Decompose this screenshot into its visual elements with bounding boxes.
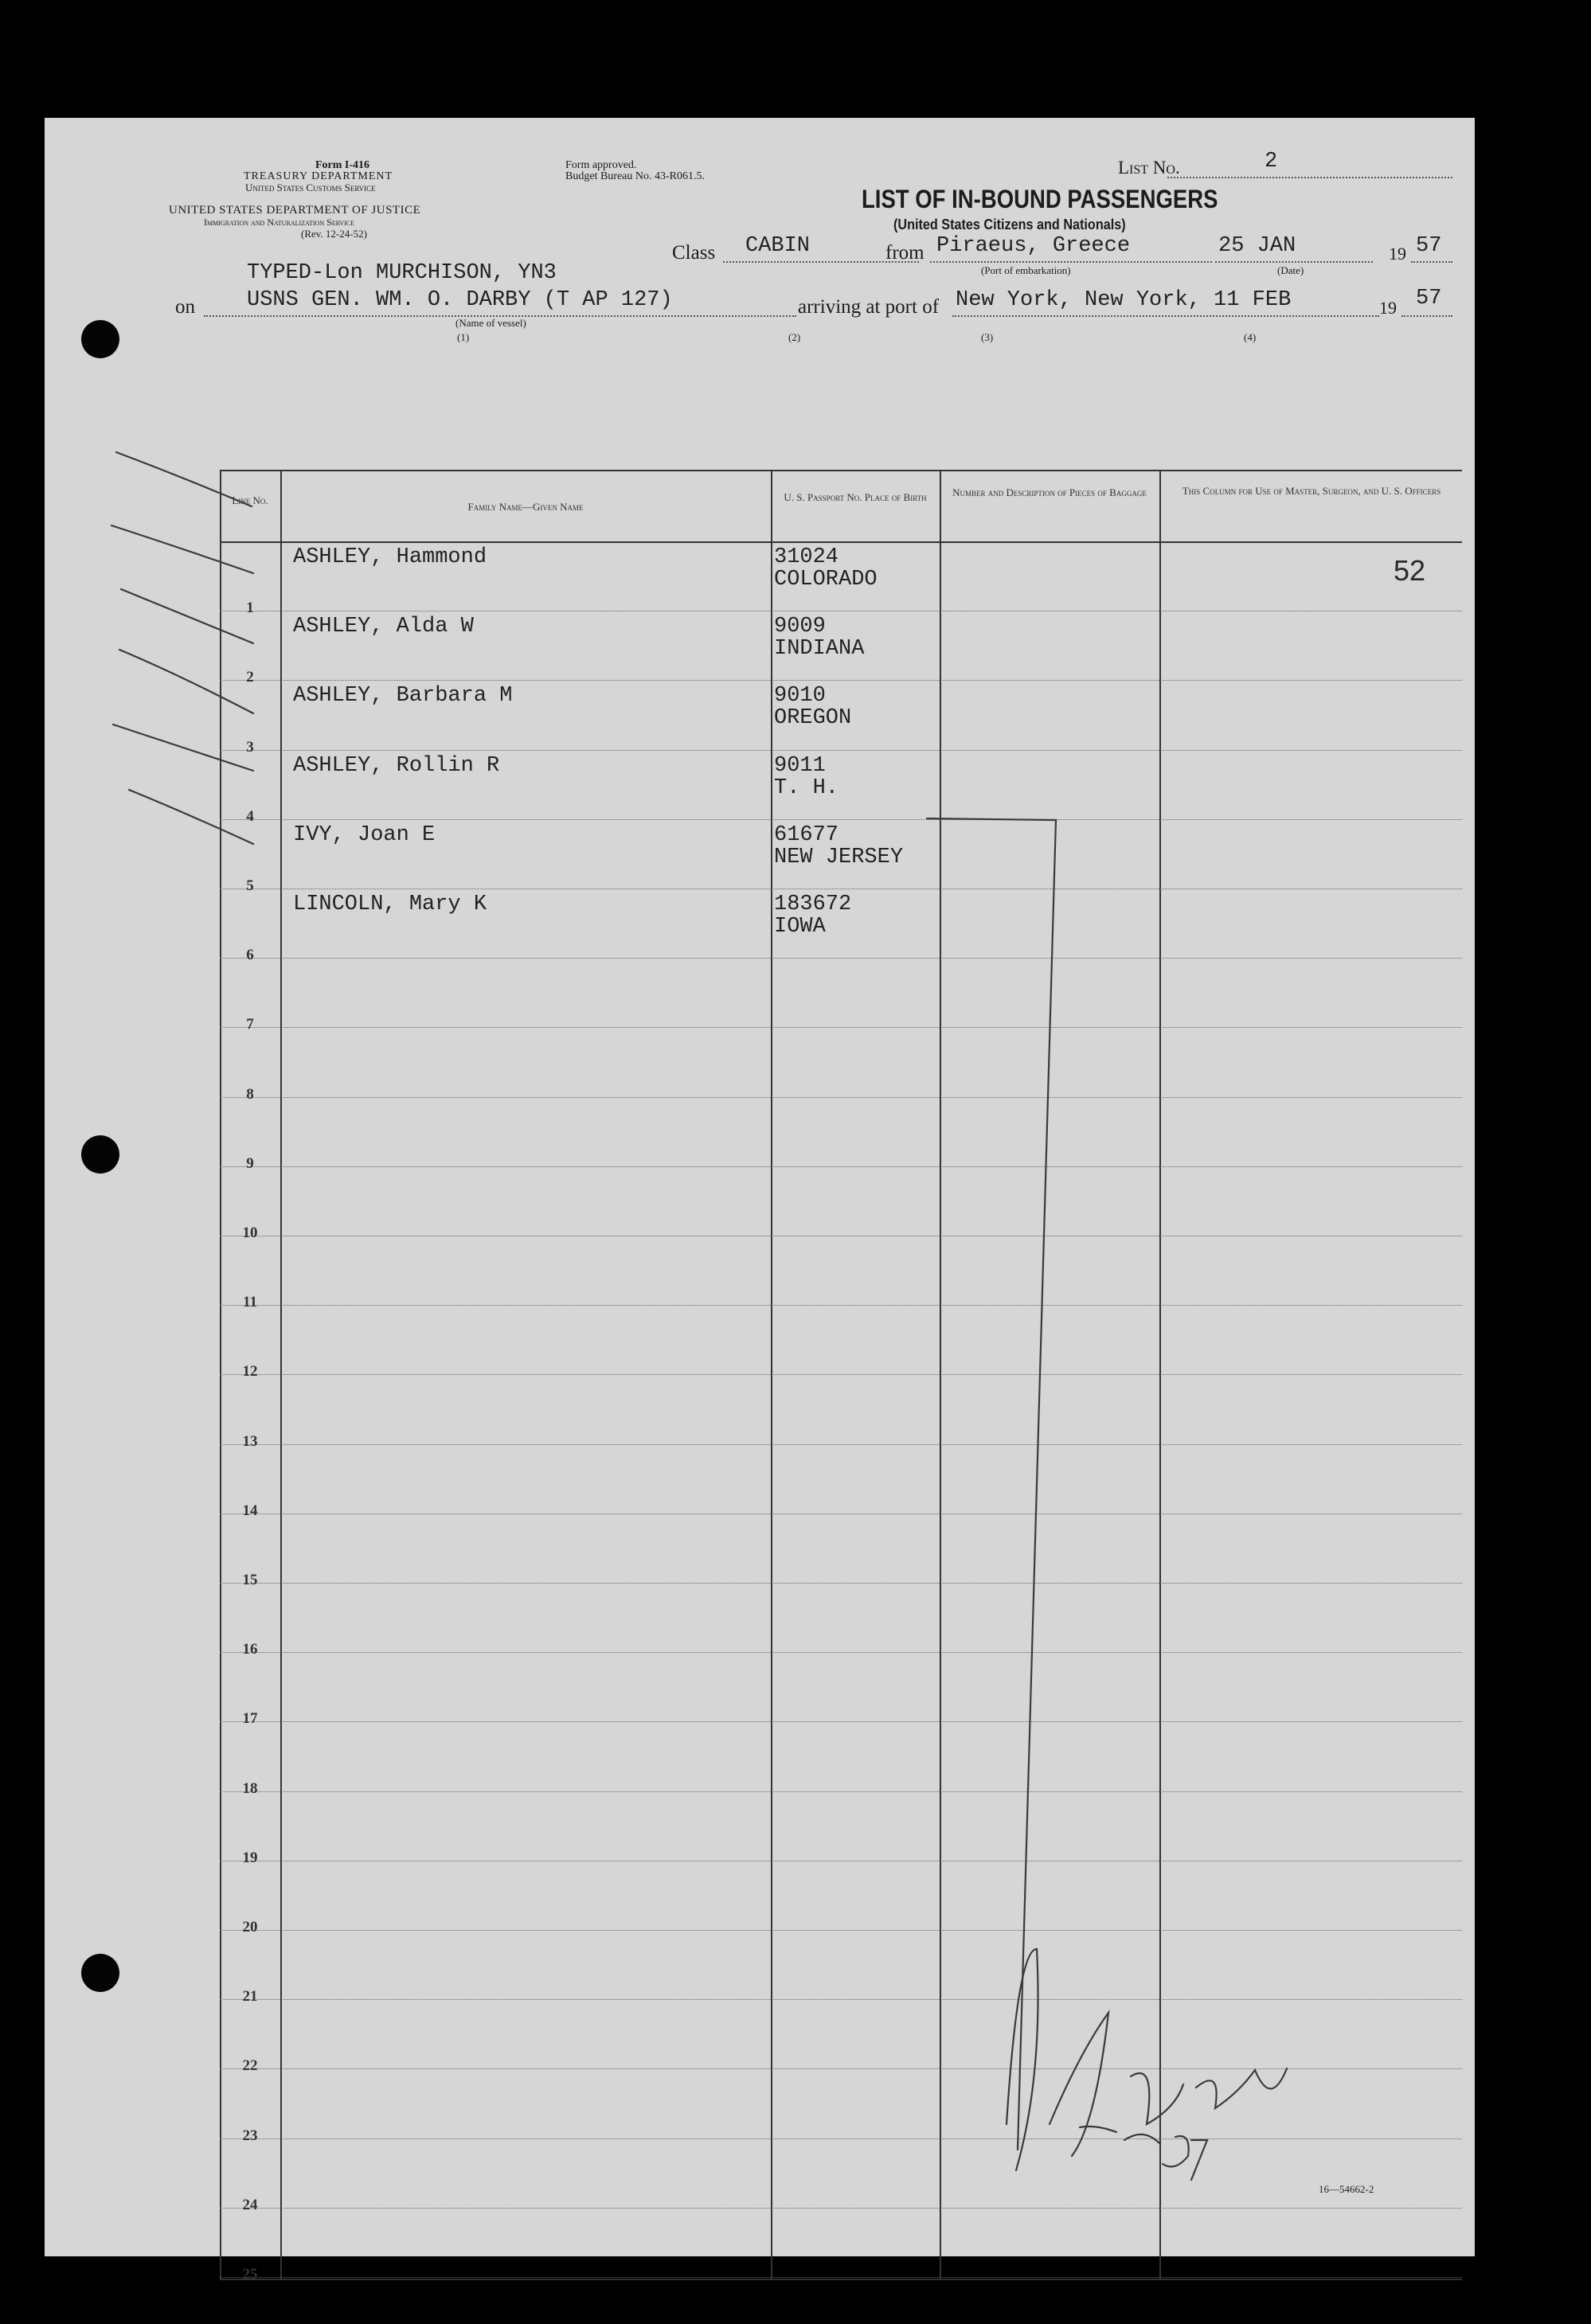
customs-service: United States Customs Service (245, 182, 376, 193)
line-number: 18 (242, 1779, 258, 1797)
arrival-year-prefix: 19 (1379, 298, 1397, 318)
passenger-name: ASHLEY, Barbara M (293, 684, 513, 709)
header-officers: This Column for Use of Master, Surgeon, and U. S. Officers (1182, 485, 1441, 497)
date-caption: (Date) (1277, 264, 1304, 276)
line-number: 8 (246, 1085, 254, 1103)
header-baggage: Number and Description of Pieces of Baggage (952, 486, 1147, 498)
arriving-label: arriving at port of (798, 296, 940, 318)
line-number: 21 (242, 1988, 258, 2006)
line-number: 15 (242, 1572, 258, 1588)
ins-service: Immigration and Naturalization Service (204, 217, 355, 228)
embark-caption: (Port of embarkation) (981, 264, 1071, 276)
passport-number: 61677 (774, 822, 839, 847)
line-number: 11 (243, 1294, 257, 1311)
line-number: 24 (242, 2196, 258, 2213)
class-label: Class (672, 242, 716, 264)
line-number: 3 (246, 738, 254, 756)
form-title: LIST OF IN-BOUND PASSENGERS (862, 185, 1218, 213)
typed-by: TYPED-Lon MURCHISON, YN3 (247, 261, 557, 285)
officer-note: 52 (1394, 554, 1426, 587)
form-subtitle: (United States Citizens and Nationals) (893, 217, 1126, 232)
class-value: CABIN (745, 234, 811, 258)
place-of-birth: OREGON (774, 706, 852, 731)
line-number: 17 (242, 1710, 258, 1728)
header-name: Family Name—Given Name (467, 501, 584, 513)
line-number: 12 (242, 1363, 258, 1381)
revision-date: (Rev. 12-24-52) (301, 228, 367, 240)
passport-number: 9009 (774, 615, 826, 639)
line-number: 10 (242, 1224, 258, 1241)
arrival-year: 57 (1416, 287, 1442, 311)
vessel-caption: (Name of vessel) (455, 317, 526, 329)
row-divider (220, 2277, 1462, 2278)
line-number: 23 (242, 2127, 258, 2144)
year-prefix: 19 (1389, 244, 1406, 264)
place-of-birth: COLORADO (774, 568, 878, 592)
line-number: 20 (242, 1919, 258, 1935)
place-of-birth: IOWA (774, 915, 826, 939)
line-number: 25 (242, 2266, 258, 2283)
passenger-name: LINCOLN, Mary K (293, 892, 487, 916)
on-label: on (175, 296, 195, 318)
treasury-department: TREASURY DEPARTMENT (244, 170, 393, 182)
passport-number: 183672 (774, 892, 852, 916)
line-number: 9 (246, 1154, 254, 1172)
line-number: 16 (242, 1641, 258, 1658)
passenger-name: ASHLEY, Alda W (293, 615, 474, 639)
list-number: 2 (1265, 150, 1278, 174)
form-approved: Form approved. (565, 159, 637, 171)
passenger-name: ASHLEY, Hammond (293, 545, 487, 569)
line-number: 1 (246, 600, 254, 617)
passenger-name: ASHLEY, Rollin R (293, 753, 500, 778)
place-of-birth: T. H. (774, 775, 839, 800)
department-of-justice: UNITED STATES DEPARTMENT OF JUSTICE (169, 204, 421, 217)
line-number: 7 (246, 1016, 254, 1033)
column-number-4: (4) (1244, 331, 1257, 343)
embark-year: 57 (1416, 234, 1442, 258)
line-number: 22 (242, 2057, 258, 2075)
line-number: 4 (246, 807, 254, 825)
header-line-no: Line No. (232, 494, 268, 506)
header-passport: U. S. Passport No. Place of Birth (784, 491, 927, 503)
embarkation-port: Piraeus, Greece (936, 234, 1131, 258)
pencil-marks (45, 118, 1475, 2256)
footer-code: 16—54662-2 (1319, 2183, 1374, 2195)
budget-bureau: Budget Bureau No. 43-R061.5. (565, 170, 705, 182)
list-no-label: List No. (1118, 158, 1180, 178)
from-label: from (885, 242, 924, 264)
column-number-1: (1) (457, 331, 470, 343)
line-number: 5 (246, 877, 254, 894)
line-number: 13 (242, 1432, 258, 1450)
line-number: 19 (242, 1849, 258, 1866)
column-number-3: (3) (981, 331, 994, 343)
document-sheet (45, 118, 1475, 2283)
arrival-port: New York, New York, 11 FEB (956, 288, 1292, 312)
column-number-2: (2) (788, 331, 801, 343)
passenger-name: IVY, Joan E (293, 822, 436, 847)
passport-number: 9010 (774, 684, 826, 709)
place-of-birth: INDIANA (774, 637, 865, 662)
place-of-birth: NEW JERSEY (774, 845, 904, 869)
line-number: 14 (242, 1502, 258, 1519)
table-bottom-border (220, 2279, 1462, 2280)
passport-number: 9011 (774, 753, 826, 778)
embark-date: 25 JAN (1218, 234, 1296, 258)
vessel-name: USNS GEN. WM. O. DARBY (T AP 127) (247, 288, 673, 312)
line-number: 6 (246, 947, 254, 964)
line-number: 2 (246, 669, 254, 686)
passport-number: 31024 (774, 545, 839, 569)
form-number: Form I-416 (315, 159, 370, 171)
